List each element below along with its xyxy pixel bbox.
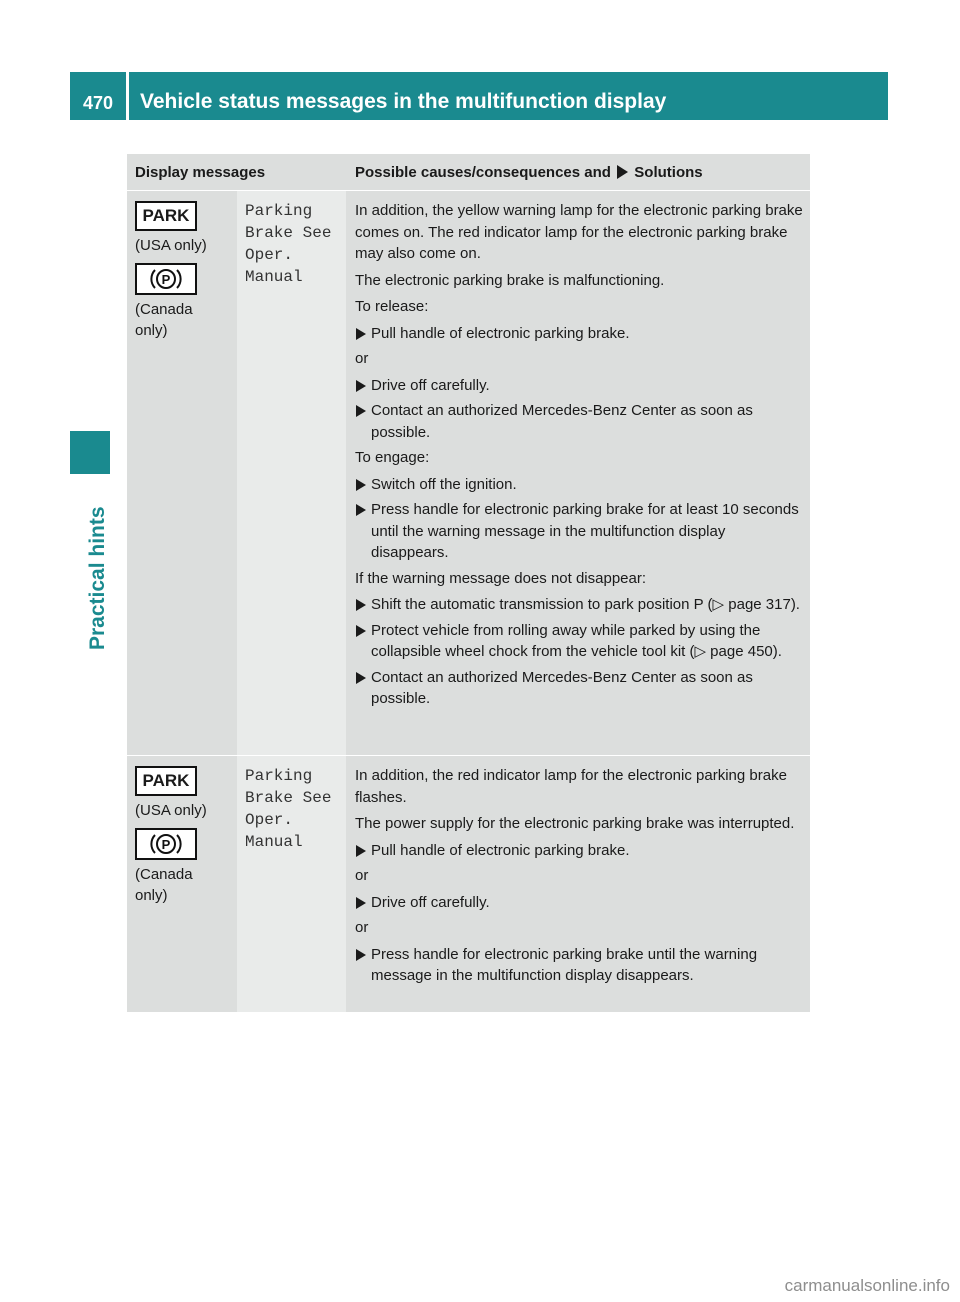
instruction-step: Drive off carefully. bbox=[355, 892, 804, 914]
paragraph: In addition, the yellow warning lamp for the electronic parking brake comes on. The red indicator lamp for the electronic parking brake may also come on. bbox=[355, 202, 803, 262]
paragraph: or bbox=[355, 919, 369, 936]
paragraph: or bbox=[355, 350, 369, 367]
svg-text:P: P bbox=[161, 271, 171, 287]
paragraph: The power supply for the electronic parking brake was interrupted. bbox=[355, 815, 795, 832]
messages-table bbox=[127, 154, 810, 1012]
paragraph: The electronic parking brake is malfunctioning. bbox=[355, 271, 665, 289]
table-header bbox=[127, 154, 810, 190]
instruction-step: Switch off the ignition. bbox=[355, 474, 804, 496]
table-row bbox=[127, 756, 810, 1012]
arrow-icon bbox=[617, 165, 628, 179]
page-title: Vehicle status messages in the multifunction display bbox=[129, 72, 888, 120]
column-header-display-messages: Display messages bbox=[135, 164, 266, 181]
watermark: carmanualsonline.info bbox=[784, 1276, 950, 1295]
park-icon: PARK bbox=[135, 201, 197, 231]
instruction-step: Pull handle of electronic parking brake. bbox=[355, 323, 804, 345]
page-number: 470 bbox=[70, 72, 126, 120]
paragraph: If the warning message does not disappear: bbox=[355, 569, 647, 587]
paragraph: In addition, the red indicator lamp for the electronic parking brake flashes. bbox=[355, 767, 787, 806]
instruction-step: Shift the automatic transmission to park position P (▷ page 317). bbox=[355, 594, 804, 616]
usa-note: (USA only) bbox=[135, 802, 207, 819]
parking-brake-icon bbox=[135, 828, 197, 860]
instruction-step: Drive off carefully. bbox=[355, 375, 804, 397]
paragraph: or bbox=[355, 867, 369, 884]
column-header-solutions bbox=[346, 154, 810, 190]
column-header-prefix: Possible causes/consequences and bbox=[355, 164, 611, 181]
paragraph: To engage: bbox=[355, 449, 430, 466]
canada-note: (Canada only) bbox=[135, 865, 193, 904]
side-tab-marker bbox=[70, 431, 110, 474]
instruction-step: Protect vehicle from rolling away while parked by using the collapsible wheel chock from the vehicle tool kit (▷ page 450). bbox=[355, 620, 804, 663]
parking-brake-icon bbox=[135, 263, 197, 295]
instruction-step: Contact an authorized Mercedes-Benz Center as soon as possible. bbox=[355, 667, 804, 710]
side-tab-label: Practical hints bbox=[86, 506, 109, 650]
instruction-step: Press handle for electronic parking brake until the warning message in the multifunction display disappears. bbox=[355, 944, 804, 987]
solution-cell bbox=[346, 191, 810, 755]
svg-text:P: P bbox=[161, 836, 171, 852]
column-header-suffix: Solutions bbox=[634, 164, 703, 181]
instruction-step: Contact an authorized Mercedes-Benz Center as soon as possible. bbox=[355, 400, 804, 443]
display-message: Parking Brake See Oper. Manual bbox=[237, 191, 346, 755]
table-row bbox=[127, 191, 810, 755]
canada-note: (Canada only) bbox=[135, 300, 193, 339]
icon-cell bbox=[127, 191, 237, 755]
paragraph: To release: bbox=[355, 298, 429, 315]
usa-note: (USA only) bbox=[135, 237, 207, 254]
park-icon: PARK bbox=[135, 766, 197, 796]
display-message: Parking Brake See Oper. Manual bbox=[237, 756, 346, 1012]
solution-cell bbox=[346, 756, 810, 1012]
icon-cell bbox=[127, 756, 237, 1012]
instruction-step: Pull handle of electronic parking brake. bbox=[355, 840, 804, 862]
instruction-step: Press handle for electronic parking brake for at least 10 seconds until the warning message in the multifunction display disappears. bbox=[355, 499, 804, 564]
